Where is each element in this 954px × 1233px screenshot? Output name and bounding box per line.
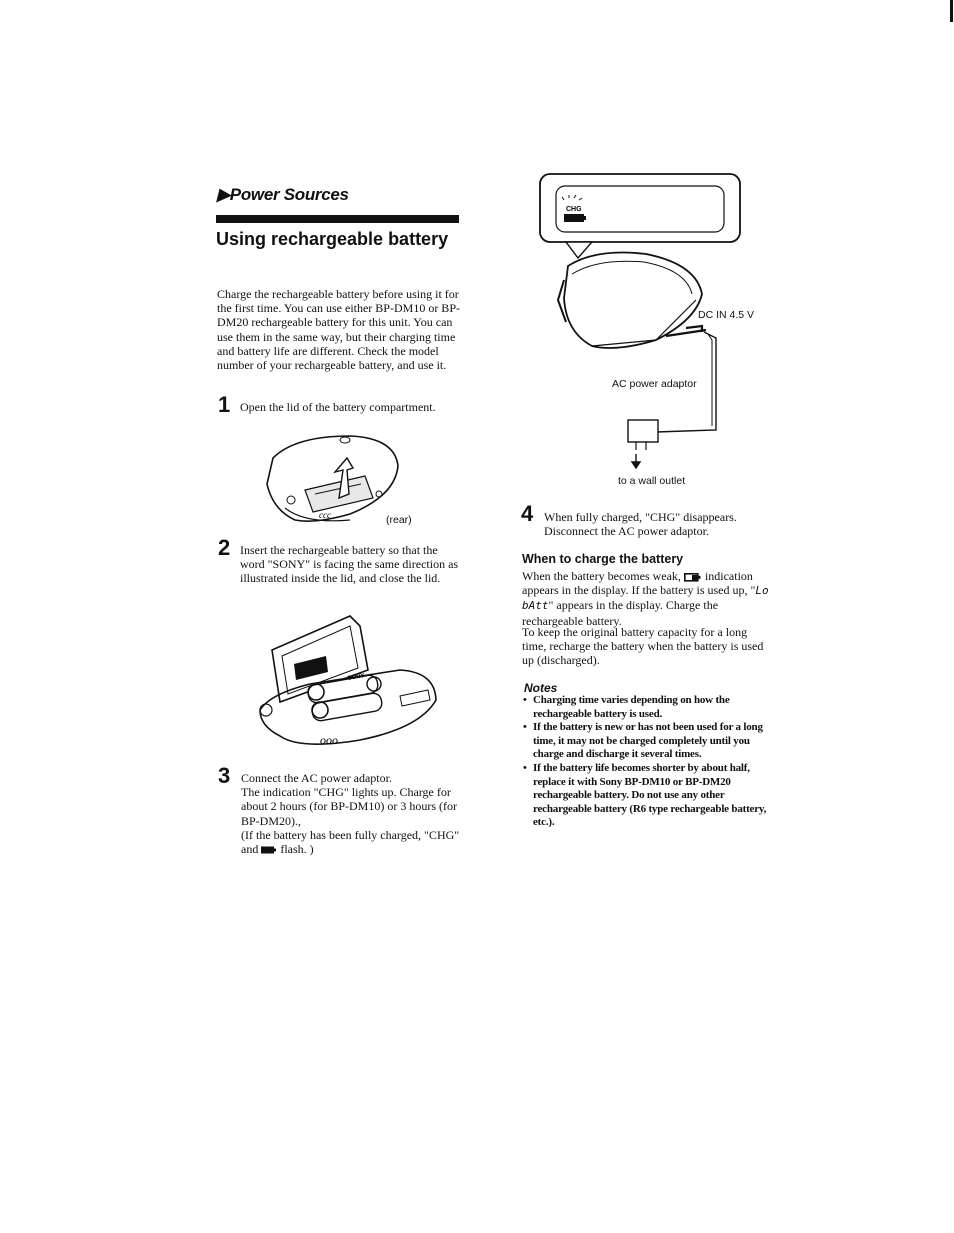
battery-outline-icon [684, 573, 702, 582]
note-item: • If the battery life becomes shorter by about half, replace it with Sony BP-DM10 or BP-DM20 rechargeable battery. Do not use any other rechargeable battery (R6 type rechargeable battery, etc.). [521, 762, 771, 830]
lcd-low-battery-text: Lo bAtt [522, 584, 769, 613]
battery-insertion-illustration [250, 610, 450, 755]
battery-compartment-illustration [255, 428, 415, 528]
when-to-charge-paragraph-1: When the battery becomes weak, indication appears in the display. If the battery is used up, "Lo bAtt" appears in the display. Charge the rechargeable battery. [522, 569, 769, 628]
page-edge-mark [950, 0, 953, 22]
notes-list [521, 694, 771, 830]
step-1-number: 1 [218, 392, 231, 417]
lid-brand-label: SONY [347, 673, 366, 682]
step-1-text: Open the lid of the battery compartment. [240, 400, 436, 414]
lcd-chg-label: CHG [566, 206, 582, 213]
triangle-icon: ▶ [217, 185, 230, 204]
step-3-number: 3 [218, 763, 231, 788]
step-3-line-c: (If the battery has been fully charged, "CHG" and flash. ) [241, 827, 460, 857]
step-4-text: When fully charged, "CHG" disappears. Disconnect the AC power adaptor. [544, 510, 737, 539]
step-2-text: Insert the rechargeable battery so that the word "SONY" is facing the same direction as illustrated inside the lid, and close the lid. [240, 543, 459, 586]
step-3-text [241, 771, 466, 856]
section-title: Power Sources [229, 185, 349, 204]
note-item: • Charging time varies depending on how the rechargeable battery is used. [521, 694, 771, 721]
step-4-number: 4 [521, 501, 534, 526]
title-rule [216, 215, 459, 223]
step-3-line-b: The indication "CHG" lights up. Charge for about 2 hours (for BP-DM10) or 3 hours (for BP-DM20)., [241, 785, 457, 828]
rear-caption: (rear) [386, 514, 412, 526]
when-to-charge-paragraph-2: To keep the original battery capacity for a long time, recharge the battery when the battery is used up (discharged). [522, 625, 764, 668]
down-arrow-icon [632, 454, 640, 468]
charging-connection-illustration [536, 170, 756, 480]
note-item: • If the battery is new or has not been used for a long time, it may not be charged completely until you charge and discharge it several times. [521, 721, 771, 762]
outlet-label: to a wall outlet [618, 475, 686, 487]
compartment-marking: ccc [319, 510, 331, 520]
page-title: Using rechargeable battery [216, 229, 449, 249]
step-3-line-a: Connect the AC power adaptor. [241, 771, 392, 785]
lid-marking: ooo [320, 733, 338, 747]
adaptor-label: AC power adaptor [612, 378, 697, 390]
intro-paragraph: Charge the rechargeable battery before using it for the first time. You can use either BP-DM10 or BP-DM20 rechargeable battery for this unit. You can use them in the same way, but their charging time and battery life are different. Check the model number of your rechargeable battery, and use it. [217, 287, 460, 373]
battery-icon [261, 846, 277, 854]
notes-heading: Notes [524, 681, 558, 695]
step-2-number: 2 [218, 535, 231, 560]
section-header [217, 185, 349, 205]
dc-in-label: DC IN 4.5 V [698, 309, 755, 321]
when-to-charge-heading: When to charge the battery [522, 552, 684, 566]
